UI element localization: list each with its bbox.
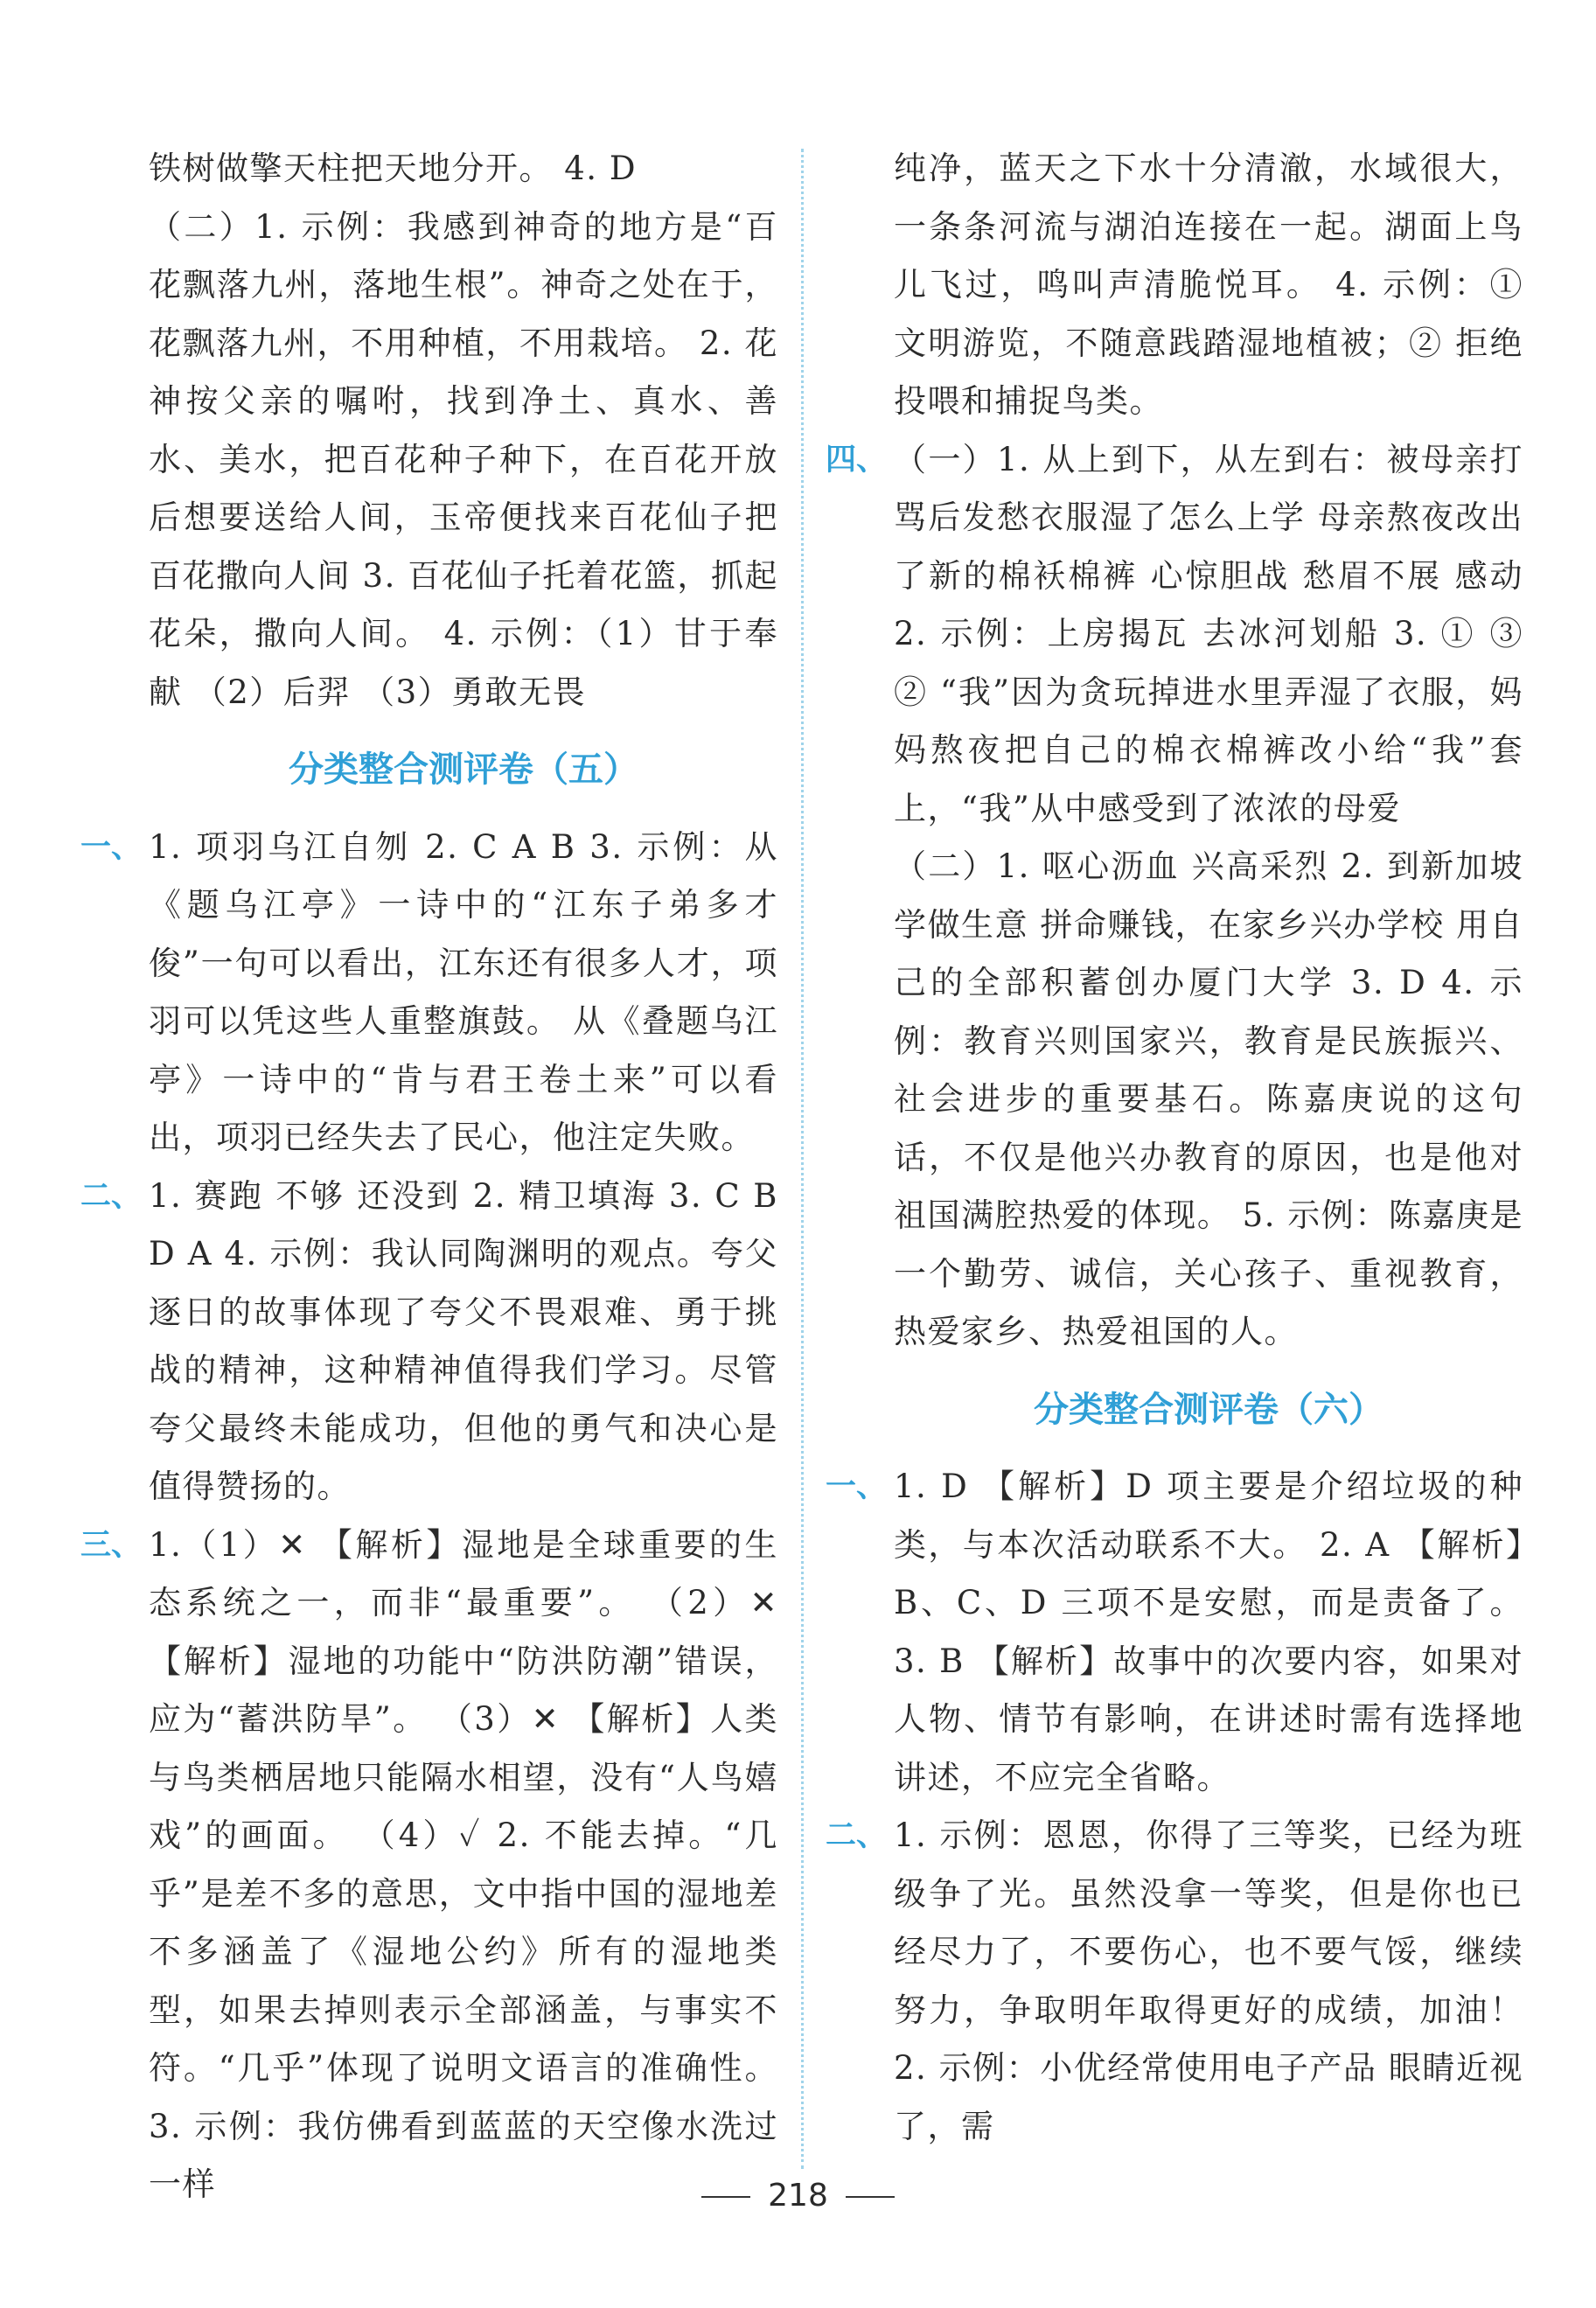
answer-section: [826, 1458, 1523, 1807]
section-heading: 分类整合测评卷（五）: [289, 750, 638, 790]
answer-paragraph: 1.（1）✕ 【解析】湿地是全球重要的生态系统之一，而非“最重要”。 （2）✕ 【解析】湿地的功能中“防洪防潮”错误，应为“蓄洪防旱”。 （3）✕ 【解析】人类与鸟类栖居地只能隔水相望，没有“人鸟嬉戏”的画面。 （4）✓ 2. 不能去掉。“几乎”是差不多的意思，文中指中国的湿地差不多涵盖了《湿地公约》所有的湿地类型，如果去掉则表示全部涵盖，与事实不符。“几乎”体现了说明文语言的准确性。 3. 示例：我仿佛看到蓝蓝的天空像水洗过一样: [149, 1525, 778, 2203]
dash-decoration: [846, 2196, 895, 2198]
answer-paragraph: （一）1. 从上到下，从左到右：被母亲打骂后发愁衣服湿了怎么上学 母亲熬夜改出了新的棉袄棉裤 心惊胆战 愁眉不展 感动 2. 示例：上房揭瓦 去冰河划船 3. ① ③ ② “我”因为贪玩掉进水里弄湿了衣服，妈妈熬夜把自己的棉衣棉裤改小给“我”套上，“我”从中感受到了浓浓的母爱: [894, 440, 1523, 827]
answer-paragraph: 1. D 【解析】D 项主要是介绍垃圾的种类，与本次活动联系不大。 2. A 【解析】B、C、D 三项不是安慰，而是责备了。 3. B 【解析】故事中的次要内容，如果对人物、情节有影响，在讲述时需有选择地讲述，不应完全省略。: [894, 1468, 1523, 1796]
answer-paragraph: 1. 示例：恩恩，你得了三等奖，已经为班级争了光。虽然没拿一等奖，但是你也已经尽力了，不要伤心，也不要气馁，继续努力，争取明年取得更好的成绩，加油！ 2. 示例：小优经常使用电子产品 眼睛近视了，需: [894, 1816, 1523, 2145]
answer-section: [80, 1168, 778, 1517]
answer-paragraph: 1. 项羽乌江自刎 2. C A B 3. 示例：从《题乌江亭》一诗中的“江东子弟多才俊”一句可以看出，江东还有很多人才，项羽可以凭这些人重整旗鼓。 从《叠题乌江亭》一诗中的“肯与君王卷土来”可以看出，项羽已经失去了民心，他注定失败。: [149, 827, 778, 1156]
answer-paragraph: 1. 赛跑 不够 还没到 2. 精卫填海 3. C B D A 4. 示例：我认同陶渊明的观点。夸父逐日的故事体现了夸父不畏艰难、勇于挑战的精神，这种精神值得我们学习。尽管夸父最终未能成功，但他的勇气和决心是值得赞扬的。: [149, 1176, 778, 1505]
section-heading: 分类整合测评卷（六）: [1034, 1389, 1383, 1430]
answer-paragraph: （二）1. 示例：我感到神奇的地方是“百花飘落九州，落地生根”。神奇之处在于，花飘落九州，不用种植，不用栽培。 2. 花神按父亲的嘱咐，找到净土、真水、善水、美水，把百花种子种下，在百花开放后想要送给人间，玉帝便找来百花仙子把百花撒向人间 3. 百花仙子托着花篮，抓起花朵，撒向人间。 4. 示例：（1）甘于奉献 （2）后羿 （3）勇敢无畏: [149, 207, 778, 711]
section-marker: 三、: [80, 1527, 143, 1563]
answer-paragraph: （二）1. 呕心沥血 兴高采烈 2. 到新加坡学做生意 拼命赚钱，在家乡兴办学校 用自己的全部积蓄创办厦门大学 3. D 4. 示例：教育兴则国家兴，教育是民族振兴、社会进步的重要基石。陈嘉庚说的这句话，不仅是他兴办教育的原因，也是他对祖国满腔热爱的体现。 5. 示例：陈嘉庚是一个勤劳、诚信，关心孩子、重视教育，热爱家乡、热爱祖国的人。: [894, 847, 1523, 1350]
left-column: [80, 140, 778, 2214]
answer-section: [826, 431, 1523, 1362]
right-column: [826, 140, 1523, 2156]
answer-section: [826, 1807, 1523, 2156]
section-marker: 二、: [80, 1178, 143, 1214]
answer-section: [80, 1517, 778, 2214]
page-number-footer: [0, 2178, 1596, 2214]
answer-paragraph: 纯净，蓝天之下水十分清澈，水域很大，一条条河流与湖泊连接在一起。湖面上鸟儿飞过，鸣叫声清脆悦耳。 4. 示例：① 文明游览，不随意践踏湿地植被；② 拒绝投喂和捕捉鸟类。: [894, 150, 1523, 420]
section-marker: 二、: [826, 1818, 888, 1853]
answer-section: [80, 819, 778, 1168]
page-number: 218: [768, 2178, 828, 2214]
column-divider: [801, 149, 804, 2169]
section-marker: 一、: [80, 829, 143, 865]
section-marker: 一、: [826, 1469, 888, 1504]
dash-decoration: [701, 2196, 750, 2198]
section-marker: 四、: [826, 442, 888, 478]
answer-paragraph: 铁树做擎天柱把天地分开。 4. D: [149, 150, 637, 187]
